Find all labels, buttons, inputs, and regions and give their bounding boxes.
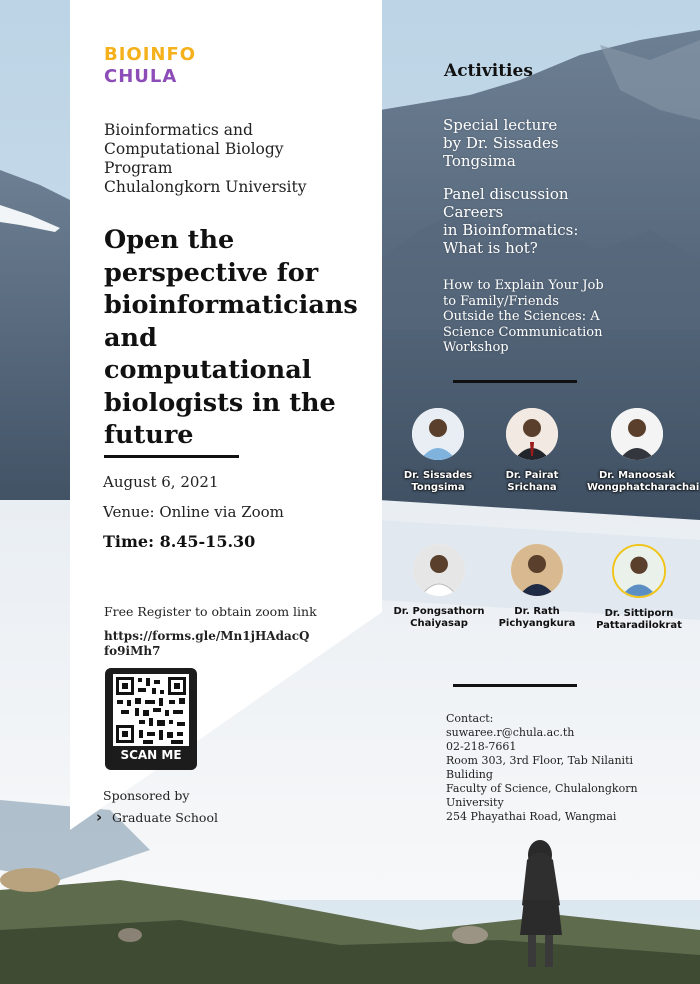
event-headline: Open the perspective for bioinformaticians and computational biologists in the future bbox=[104, 225, 358, 450]
speaker-card bbox=[589, 544, 689, 632]
register-link[interactable]: https://forms.gle/Mn1jHAdacQfo9iMh7 bbox=[104, 629, 310, 658]
activity-item: Panel discussion Careers in Bioinformatics: What is hot? bbox=[443, 185, 579, 257]
qr-pattern-icon bbox=[113, 674, 189, 746]
contact-info: Contact: suwaree.r@chula.ac.th 02-218-7661 Room 303, 3rd Floor, Tab Nilaniti Buliding Faculty of Science, Chulalongkorn University 254 Phayathai Road, Wangmai bbox=[446, 712, 686, 824]
speaker-photo bbox=[612, 544, 666, 598]
event-venue: Venue: Online via Zoom bbox=[103, 503, 284, 521]
bioinfo-chula-logo: BIOINFO CHULA bbox=[104, 44, 197, 87]
event-date: August 6, 2021 bbox=[103, 473, 219, 491]
speaker-card bbox=[388, 408, 488, 494]
speaker-card bbox=[389, 544, 489, 630]
speaker-name: Dr. Pairat Srichana bbox=[505, 470, 559, 493]
speaker-photo bbox=[412, 408, 464, 460]
divider bbox=[453, 684, 577, 687]
speaker-name: Dr. Sittiporn Pattaradilokrat bbox=[596, 608, 682, 631]
speaker-name: Dr. Pongsathorn Chaiyasap bbox=[393, 606, 485, 629]
contact-email[interactable]: suwaree.r@chula.ac.th bbox=[446, 726, 575, 739]
speaker-card bbox=[487, 544, 587, 630]
activities-title: Activities bbox=[444, 61, 533, 81]
speaker-name: Dr. Rath Pichyangkura bbox=[498, 606, 576, 629]
speaker-card bbox=[587, 408, 700, 494]
speaker-name: Dr. Manoosak Wongphatcharachai bbox=[587, 470, 700, 493]
speaker-card bbox=[482, 408, 582, 494]
divider bbox=[104, 455, 239, 458]
speaker-name: Dr. Sissades Tongsima bbox=[403, 470, 473, 493]
speaker-photo bbox=[506, 408, 558, 460]
chevron-right-icon: › bbox=[96, 808, 103, 826]
speaker-photo bbox=[511, 544, 563, 596]
scan-me-label: SCAN ME bbox=[120, 748, 182, 762]
activity-item: Special lecture by Dr. Sissades Tongsima bbox=[443, 116, 559, 170]
qr-code[interactable] bbox=[105, 668, 197, 770]
speaker-photo bbox=[413, 544, 465, 596]
speaker-photo bbox=[611, 408, 663, 460]
sponsor-name: › Graduate School bbox=[96, 808, 218, 826]
activity-item: How to Explain Your Job to Family/Friends Outside the Sciences: A Science Communication Workshop bbox=[443, 278, 604, 355]
sponsor-label: Sponsored by bbox=[103, 788, 190, 803]
event-time: Time: 8.45-15.30 bbox=[103, 532, 256, 551]
divider bbox=[453, 380, 577, 383]
contact-phone[interactable]: 02-218-7661 bbox=[446, 740, 517, 753]
program-name: Bioinformatics and Computational Biology Program Chulalongkorn University bbox=[104, 121, 307, 196]
register-note: Free Register to obtain zoom link bbox=[104, 604, 317, 619]
